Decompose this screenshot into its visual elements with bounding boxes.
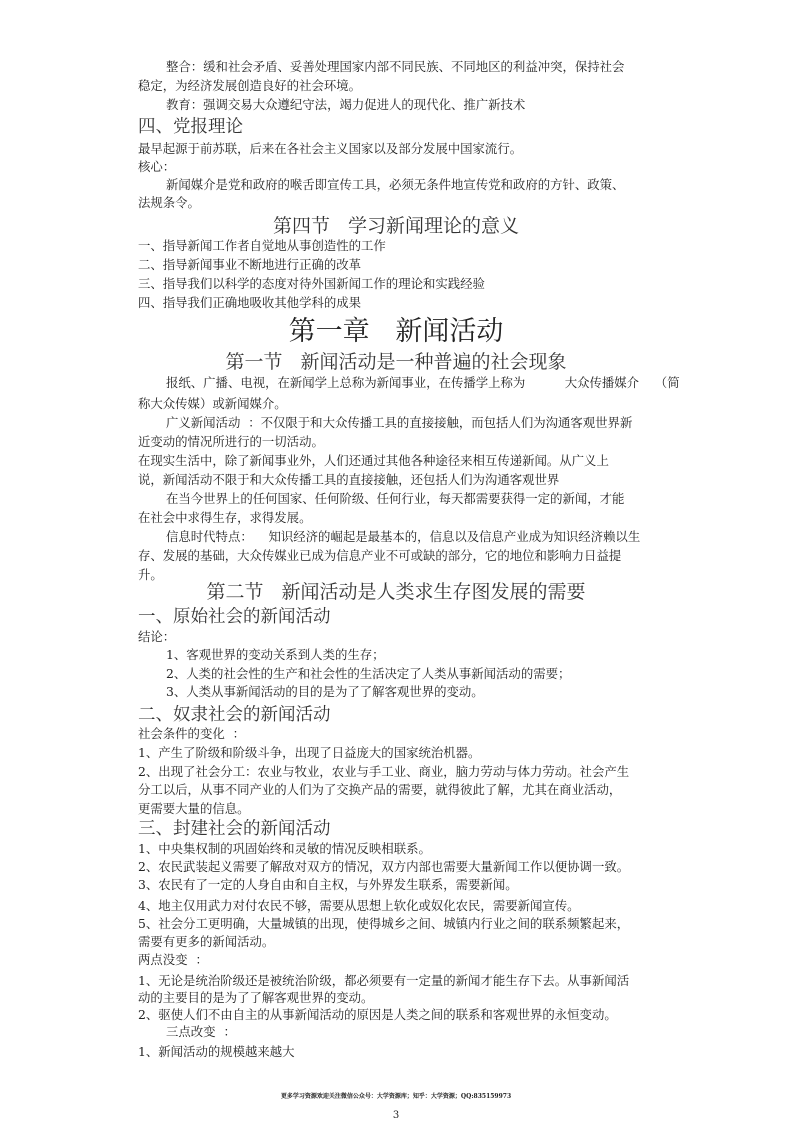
- paragraph-line: 信息时代特点： 知识经济的崛起是最基本的，信息以及信息产业成为知识经济赖以生: [166, 529, 641, 544]
- paragraph-line: 最早起源于前苏联，后来在各社会主义国家以及部分发展中国家流行。: [138, 141, 523, 156]
- list-item: 3、人类从事新闻活动的目的是为了了解客观世界的变动。: [166, 684, 484, 699]
- paragraph-line: 在现实生活中，除了新闻事业外，人们还通过其他各种途径来相互传递新闻。从广义上: [138, 453, 609, 468]
- list-item: 4、地主仅用武力对付农民不够，需要从思想上软化或奴化农民，需要新闻宣传。: [138, 898, 580, 913]
- list-item: 四、指导我们正确地吸收其他学科的成果: [138, 295, 362, 310]
- paragraph-line: 分工以后，从事不同产业的人们为了交换产品的需要，就得彼此了解，尤其在商业活动，: [138, 782, 622, 797]
- list-item: 2、人类的社会性的生产和社会性的生活决定了人类从事新闻活动的需要；: [166, 666, 571, 681]
- paragraph-line: 称大众传媒）或新闻媒介。: [138, 396, 287, 411]
- section-heading: 三、封建社会的新闻活动: [138, 819, 331, 839]
- list-item: 三、指导我们以科学的态度对待外国新闻工作的理论和实践经验: [138, 276, 485, 291]
- paragraph-line: 更需要大量的信息。: [138, 801, 250, 816]
- paragraph-line: 法规条令。: [138, 195, 200, 210]
- section-heading: 一、原始社会的新闻活动: [138, 607, 331, 627]
- paragraph-line: 升。: [138, 567, 163, 582]
- paragraph-line: 说，新闻活动不限于和大众传播工具的直接接触，还包括人们为沟通客观世界: [138, 472, 560, 487]
- section-heading: 四、党报理论: [138, 117, 243, 137]
- paragraph-line: 报纸、广播、电视，在新闻学上总称为新闻事业，在传播学上称为 大众传播媒介 （简: [166, 375, 680, 390]
- paragraph-line: 教育：强调交易大众遵纪守法，竭力促进人的现代化、推广新技术: [166, 97, 526, 112]
- list-item: 一、指导新闻工作者自觉地从事创造性的工作: [138, 238, 386, 253]
- section-title: 第四节 学习新闻理论的意义: [272, 215, 520, 237]
- footer-note: 更多学习资源欢迎关注微信公众号：大学资源库；知乎：大学资源；QQ:835159973: [280, 1093, 512, 1100]
- list-item: 5、社会分工更明确，大量城镇的出现，使得城乡之间、城镇内行业之间的联系频繁起来，: [138, 916, 630, 931]
- list-item: 2、农民武装起义需要了解敌对双方的情况，双方内部也需要大量新闻工作以便协调一致。: [138, 859, 630, 874]
- chapter-title: 第一章 新闻活动: [288, 316, 504, 347]
- paragraph-line: 存、发展的基础，大众传媒业已成为信息产业不可或缺的部分，它的地位和影响力日益提: [138, 548, 622, 563]
- paragraph-line: 两点没变 ：: [138, 952, 208, 967]
- list-item: 1、无论是统治阶级还是被统治阶级，都必须要有一定量的新闻才能生存下去。从事新闻活: [138, 973, 630, 988]
- section-title: 第二节 新闻活动是人类求生存图发展的需要: [206, 581, 586, 603]
- section-heading: 二、奴隶社会的新闻活动: [138, 705, 331, 725]
- list-item: 2、出现了社会分工：农业与牧业，农业与手工业、商业，脑力劳动与体力劳动。社会产生: [138, 764, 630, 779]
- list-item: 1、新闻活动的规模越来越大: [138, 1044, 295, 1059]
- list-item: 1、产生了阶级和阶级斗争，出现了日益庞大的国家统治机器。: [138, 745, 481, 760]
- paragraph-line: 结论：: [138, 629, 176, 644]
- paragraph-line: 新闻媒介是党和政府的喉舌即宣传工具，必须无条件地宣传党和政府的方针、政策、: [166, 177, 625, 192]
- paragraph-line: 整合：缓和社会矛盾、妥善处理国家内部不同民族、不同地区的利益冲突，保持社会: [166, 59, 625, 74]
- list-item: 3、农民有了一定的人身自由和自主权，与外界发生联系，需要新闻。: [138, 877, 518, 892]
- paragraph-line: 稳定，为经济发展创造良好的社会环境。: [138, 78, 362, 93]
- paragraph-line: 社会条件的变化 ：: [138, 726, 246, 741]
- paragraph-line: 动的主要目的是为了了解客观世界的变动。: [138, 990, 374, 1005]
- paragraph-line: 在社会中求得生存，求得发展。: [138, 510, 312, 525]
- paragraph-line: 三点改变 ：: [166, 1024, 236, 1039]
- paragraph-line: 需要有更多的新闻活动。: [138, 934, 275, 949]
- list-item: 1、中央集权制的巩固始终和灵敏的情况反映相联系。: [138, 841, 431, 856]
- section-title: 第一节 新闻活动是一种普遍的社会现象: [225, 351, 567, 373]
- page-number: 3: [392, 1110, 400, 1121]
- list-item: 2、驱使人们不由自主的从事新闻活动的原因是人类之间的联系和客观世界的永恒变动。: [138, 1007, 617, 1022]
- paragraph-line: 核心：: [138, 159, 176, 174]
- paragraph-line: 近变动的情况所进行的一切活动。: [138, 434, 324, 449]
- paragraph-line: 在当今世界上的任何国家、任何阶级、任何行业，每天都需要获得一定的新闻，才能: [166, 491, 625, 506]
- list-item: 1、客观世界的变动关系到人类的生存；: [166, 647, 385, 662]
- paragraph-line: 广义新闻活动 ：不仅限于和大众传播工具的直接接触，而包括人们为沟通客观世界新: [166, 415, 633, 430]
- list-item: 二、指导新闻事业不断地进行正确的改革: [138, 257, 362, 272]
